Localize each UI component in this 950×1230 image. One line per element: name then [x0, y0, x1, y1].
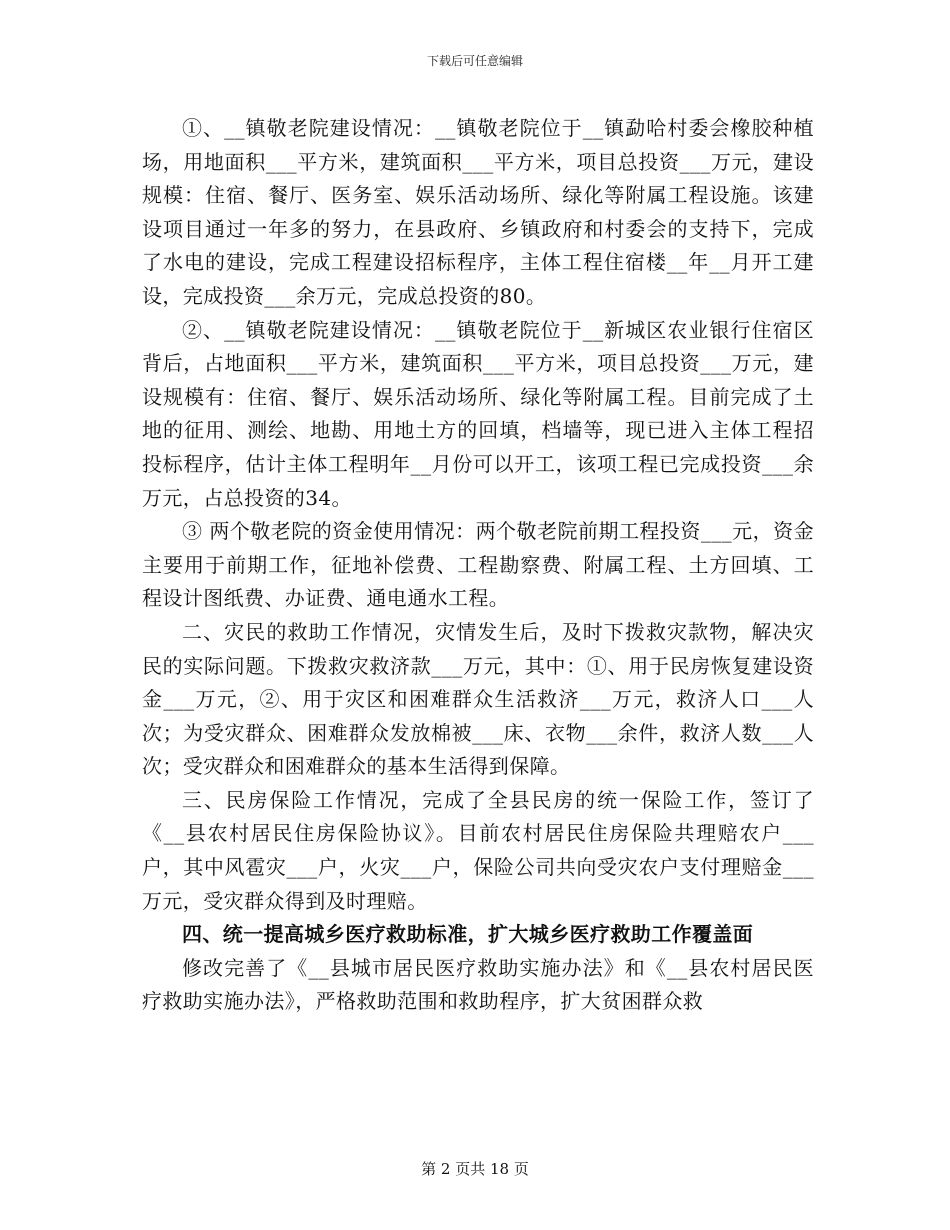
- paragraph-fund-usage: ③ 两个敬老院的资金使用情况：两个敬老院前期工程投资___元，资金主要用于前期工作，征地补偿费、工程勘察费、附属工程、土方回填、工程设计图纸费、办证费、通电通水工程。: [142, 519, 814, 611]
- page-header: 下载后可任意编辑: [426, 54, 523, 68]
- paragraph-disaster-relief: 二、灾民的救助工作情况，灾情发生后，及时下拨救灾款物，解决灾民的实际问题。下拨救灾救济款___万元，其中：①、用于民房恢复建设资金___万元，②、用于灾区和困难群众生活救济___万元，救济人口___人次；为受灾群众、困难群众发放棉被___床、衣物___余件，救济人数___人次；受灾群众和困难群众的基本生活得到保障。: [142, 619, 814, 779]
- section-heading-medical-aid: 四、统一提高城乡医疗救助标准，扩大城乡医疗救助工作覆盖面: [182, 922, 754, 947]
- paragraph-medical-aid: 修改完善了《__县城市居民医疗救助实施办法》和《__县农村居民医疗救助实施办法》，严格救助范围和救助程序，扩大贫困群众救: [142, 955, 814, 1014]
- paragraph-nursing-home-1: ①、__镇敬老院建设情况：__镇敬老院位于__镇勐哈村委会橡胶种植场，用地面积___平方米，建筑面积___平方米，项目总投资___万元，建设规模：住宿、餐厅、医务室、娱乐活动场所、绿化等附属工程设施。该建设项目通过一年多的努力，在县政府、乡镇政府和村委会的支持下，完成了水电的建设，完成工程建设招标程序，主体工程住宿楼__年__月开工建设，完成投资___余万元，完成总投资的80。: [142, 116, 814, 308]
- document-body: [142, 112, 814, 1019]
- page-footer: 第 2 页共 18 页: [421, 1160, 529, 1178]
- paragraph-housing-insurance: 三、民房保险工作情况，完成了全县民房的统一保险工作，签订了《__县农村居民住房保险协议》。目前农村居民住房保险共理赔农户___户，其中风雹灾___户，火灾___户，保险公司共向受灾农户支付理赔金___万元，受灾群众得到及时理赔。: [142, 787, 814, 913]
- paragraph-nursing-home-2: ②、__镇敬老院建设情况：__镇敬老院位于__新城区农业银行住宿区背后，占地面积___平方米，建筑面积___平方米，项目总投资___万元，建设规模有：住宿、餐厅、娱乐活动场所、绿化等附属工程。目前完成了土地的征用、测绘、地勘、用地土方的回填，档墙等，现已进入主体工程招投标程序，估计主体工程明年__月份可以开工，该项工程已完成投资___余万元，占总投资的34。: [142, 317, 814, 510]
